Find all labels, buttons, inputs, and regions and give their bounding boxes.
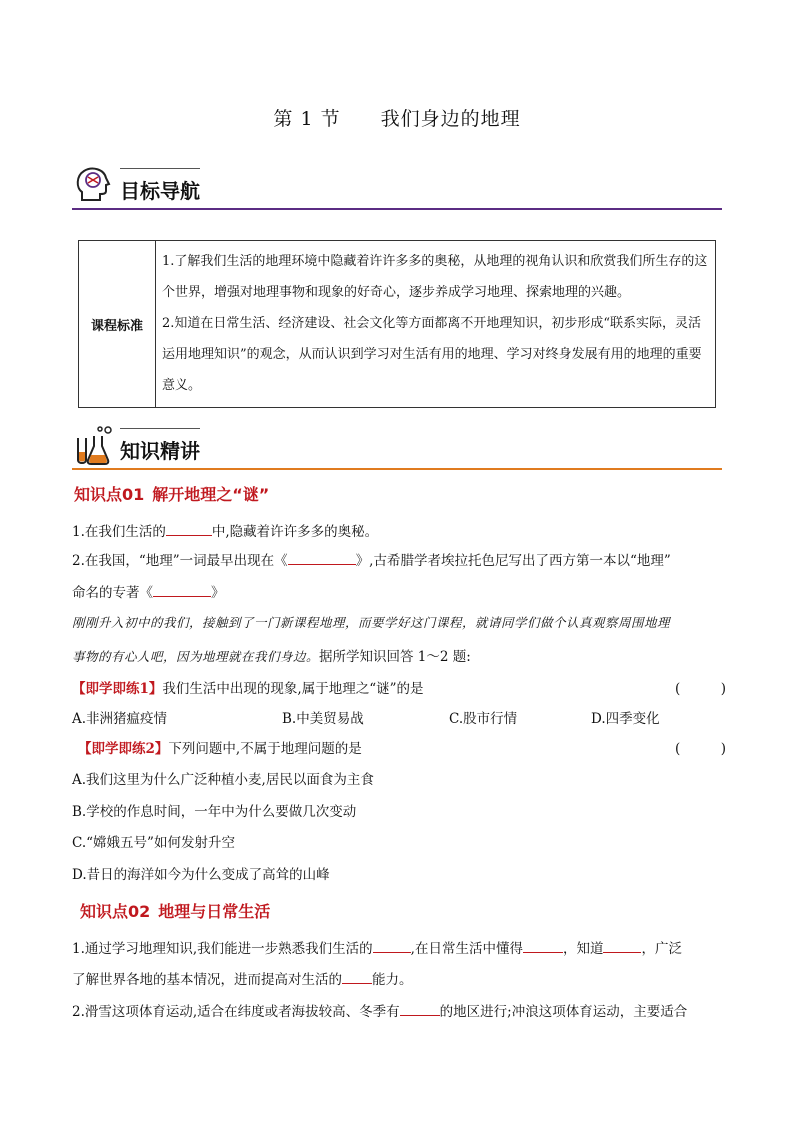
page-title	[0, 104, 794, 131]
course-standard-table	[78, 240, 716, 408]
option-b[interactable]: B.学校的作息时间，一年中为什么要做几次变动	[72, 804, 357, 820]
goal-header-label: 目标导航	[120, 179, 200, 203]
question-1: 1.在我们生活的 中,隐藏着许许多多的奥秘。	[72, 524, 379, 540]
question-3-line-2: 了解世界各地的基本情况，进而提高对生活的 能力。	[72, 972, 413, 988]
blank[interactable]	[400, 1003, 440, 1016]
blank[interactable]	[373, 940, 411, 953]
option-a[interactable]: A.我们这里为什么广泛种植小麦,居民以面食为主食	[72, 772, 374, 788]
blank[interactable]	[523, 940, 563, 953]
standard-point-2: 2.知道在日常生活、经济建设、社会文化等方面都离不开地理知识，初步形成“联系实际，灵活运用地理知识”的观念，从而认识到学习对生活有用的地理、学习对终身发展有用的地理的重要意义。	[162, 316, 702, 393]
knowledge-header	[72, 424, 722, 470]
question-4-line-1: 2.滑雪这项体育运动,适合在纬度或者海拔较高、冬季有 的地区进行;冲浪这项体育运动，主要适合	[72, 1004, 688, 1020]
option-a[interactable]: A.非洲猪瘟疫情	[72, 711, 168, 727]
blank[interactable]	[603, 940, 641, 953]
option-d[interactable]: D.昔日的海洋如今为什么变成了高耸的山峰	[72, 867, 330, 883]
answer-parenthesis[interactable]: ( )	[675, 741, 727, 757]
intro-line-1: 刚刚升入初中的我们，接触到了一门新课程地理，而要学好这门课程，就请同学们做个认真观察周围地理	[72, 615, 671, 630]
answer-parenthesis[interactable]: ( )	[675, 681, 727, 697]
lab-flask-icon	[72, 424, 114, 466]
option-b[interactable]: B.中美贸易战	[282, 711, 364, 727]
brain-head-icon	[72, 164, 114, 206]
standard-label: 课程标准	[79, 241, 156, 408]
option-c[interactable]: C.股市行情	[449, 711, 518, 727]
question-2-line-2: 命名的专著《 》	[72, 585, 225, 601]
question-2-line-1: 2.在我国，“地理”一词最早出现在《 》,古希腊学者埃拉托色尼写出了西方第一本以“地理”	[72, 553, 671, 569]
section-number: 第 1 节	[273, 108, 341, 130]
goal-header	[72, 164, 722, 210]
blank[interactable]	[342, 971, 372, 984]
knowledge-header-label: 知识精讲	[120, 439, 200, 463]
blank[interactable]	[166, 523, 212, 536]
option-d[interactable]: D.四季变化	[591, 711, 660, 727]
standard-point-1: 1.了解我们生活的地理环境中隐藏着许许多多的奥秘，从地理的视角认识和欣赏我们所生存的这个世界，增强对地理事物和现象的好奇心，逐步养成学习地理、探索地理的兴趣。	[162, 254, 708, 300]
exercise-2-question: 【即学即练2】下列问题中,不属于地理问题的是 ( )	[78, 737, 738, 757]
blank[interactable]	[153, 584, 211, 597]
knowledge-point-2-heading: 知识点02 地理与日常生活	[80, 902, 271, 921]
exercise-1-question: 【即学即练1】我们生活中出现的现象,属于地理之“谜”的是 ( )	[72, 677, 732, 697]
knowledge-point-1-heading: 知识点01 解开地理之“谜”	[74, 485, 270, 504]
option-c[interactable]: C.“嫦娥五号”如何发射升空	[72, 835, 235, 851]
section-name: 我们身边的地理	[380, 108, 521, 130]
question-3-line-1: 1.通过学习地理知识,我们能进一步熟悉我们生活的 ,在日常生活中懂得 ，知道 ，广泛	[72, 941, 682, 957]
intro-line-2: 事物的有心人吧，因为地理就在我们身边。据所学知识回答 1～2 题:	[72, 649, 471, 665]
blank[interactable]	[288, 552, 356, 565]
standard-body	[156, 241, 716, 408]
